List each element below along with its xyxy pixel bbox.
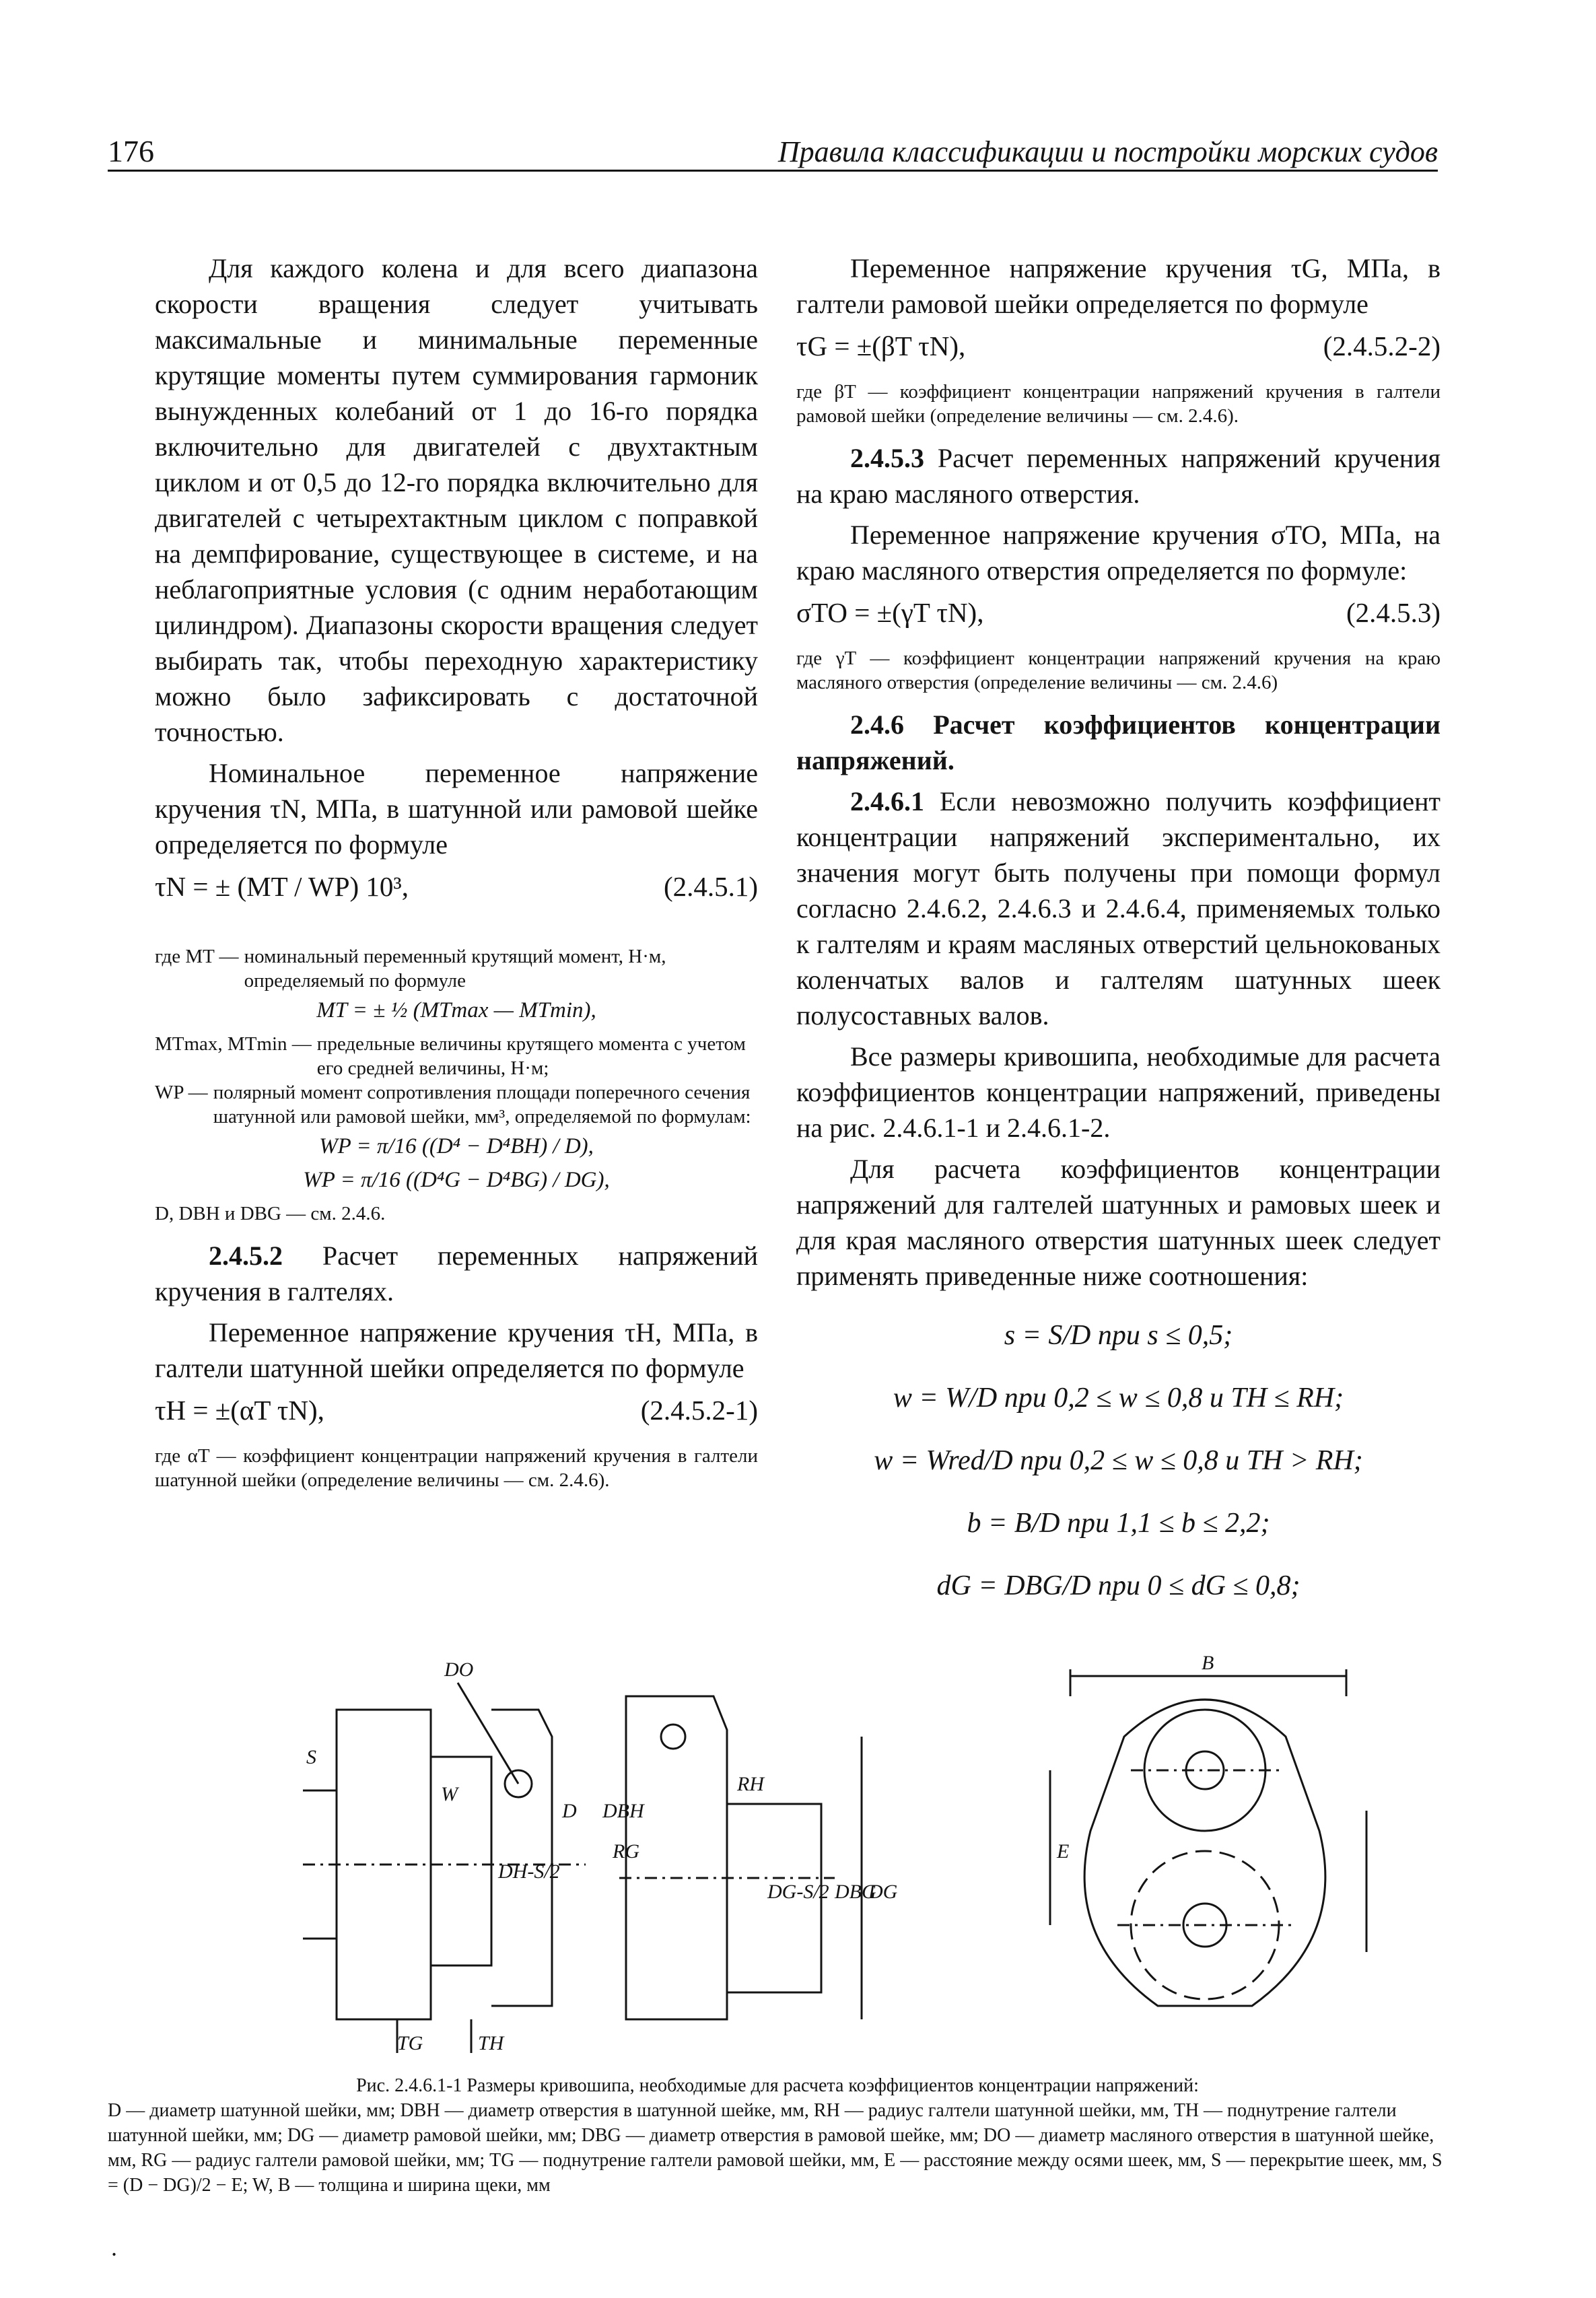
- where-beta: где βT — коэффициент концентрации напряжений кручения в галтели рамовой шейки (определение величины — см. 2.4.6).: [796, 381, 1441, 427]
- where-alpha: где αT — коэффициент концентрации напряжений кручения в галтели шатунной шейки (определение величины — см. 2.4.6).: [155, 1445, 758, 1491]
- formula: [796, 595, 1441, 638]
- label-d: D: [562, 1800, 577, 1822]
- paragraph: Переменное напряжение кручения τG, МПа, в галтели рамовой шейки определяется по формуле: [796, 253, 1441, 319]
- mt-formula: MT = ± ½ (MTmax — MTmin),: [316, 998, 596, 1022]
- section-title: Расчет переменных напряжений кручения в галтелях.: [155, 1241, 759, 1307]
- definition: предельные величины крутящего момента с учетом его средней величины, Н·м;: [316, 1033, 746, 1079]
- left-column: [155, 250, 758, 1504]
- section-heading: 2.4.6 Расчет коэффициентов концентрации напряжений.: [796, 709, 1441, 775]
- label-w: W: [441, 1783, 458, 1805]
- where-block: [155, 944, 758, 1226]
- where-block: [155, 1444, 758, 1492]
- label-rg: RG: [613, 1840, 639, 1862]
- section-number: 2.4.5.2: [209, 1241, 283, 1271]
- crank-dimensions-figure: [296, 1656, 1508, 2066]
- ratio: s = S/D при s ≤ 0,5;: [1004, 1320, 1233, 1351]
- section-number: 2.4.5.3: [850, 443, 924, 473]
- label-e: E: [1057, 1840, 1070, 1862]
- label-do: DO: [444, 1659, 474, 1681]
- label-dg-s-half: DG-S/2: [767, 1881, 829, 1903]
- web-middle: [626, 1696, 727, 2019]
- formula: [155, 1393, 758, 1436]
- formula-number: (2.4.5.1): [663, 871, 758, 902]
- right-column: [796, 250, 1441, 1631]
- symbol: где MT —: [155, 946, 239, 967]
- label-rh: RH: [737, 1773, 764, 1795]
- where-d: D, DBH и DBG — см. 2.4.6.: [155, 1203, 386, 1224]
- paragraph: Все размеры кривошипа, необходимые для расчета коэффициентов концентрации напряжений, приведены на рис. 2.4.6.1-1 и 2.4.6.1-2.: [796, 1041, 1441, 1143]
- wp-formula-1: WP = π/16 ((D⁴ − D⁴BH) / D),: [319, 1134, 594, 1158]
- where-block: [796, 646, 1441, 695]
- formula-body: τG = ±(βT τN),: [796, 330, 966, 361]
- formula: [796, 328, 1441, 372]
- figure-caption: [108, 2073, 1447, 2198]
- label-dbh: DBH: [602, 1800, 644, 1822]
- caption-title: Рис. 2.4.6.1-1 Размеры кривошипа, необходимые для расчета коэффициентов концентрации напряжений:: [356, 2075, 1199, 2096]
- formula-body: τH = ±(αT τN),: [155, 1395, 324, 1426]
- paragraph-text: Если невозможно получить коэффициент концентрации напряжений экспериментально, их значения могут быть получены при помощи формул согласно 2.4.6.2, 2.4.6.3 и 2.4.6.4, применяемых только к галтелям и краям масляных отверстий цельнокованых коленчатых валов и галтелям шатунных шеек полусоставных валов.: [796, 786, 1441, 1031]
- symbol: WP —: [155, 1082, 208, 1103]
- where-block: [796, 380, 1441, 428]
- formula-number: (2.4.5.2-2): [1323, 330, 1441, 361]
- ratio: dG = DBG/D при 0 ≤ dG ≤ 0,8;: [936, 1570, 1300, 1601]
- definition: полярный момент сопротивления площади поперечного сечения шатунной или рамовой шейки, мм³, определяемой по формулам:: [213, 1082, 751, 1127]
- paragraph: Номинальное переменное напряжение кручения τN, МПа, в шатунной или рамовой шейке определяется по формуле: [155, 758, 758, 860]
- ratio: w = W/D при 0,2 ≤ w ≤ 0,8 и TH ≤ RH;: [893, 1383, 1344, 1414]
- where-gamma: где γT — коэффициент концентрации напряжений кручения на краю масляного отверстия (определение величины — см. 2.4.6): [796, 648, 1441, 693]
- label-dbg: DBG: [835, 1881, 876, 1903]
- pin-hole: [661, 1725, 685, 1749]
- where-item: [155, 944, 758, 993]
- page-number: 176: [108, 134, 154, 168]
- section-number: 2.4.6.1: [850, 786, 924, 816]
- wp-formula-2: WP = π/16 ((D⁴G − D⁴BG) / DG),: [303, 1168, 610, 1192]
- footer-mark: .: [111, 2234, 117, 2261]
- web-front-outline: [1084, 1700, 1325, 2006]
- label-s: S: [306, 1746, 316, 1768]
- formula-body: τN = ± (MT / WP) 10³,: [155, 871, 409, 902]
- caption-body: D — диаметр шатунной шейки, мм; DBH — диаметр отверстия в шатунной шейке, мм, RH — радиус галтели шатунной шейки, мм, TH — поднутрение галтели шатунной шейки, мм; DG — диаметр рамовой шейки, мм; DBG — диаметр отверстия в рамовой шейке, мм; DO — диаметр масляного отверстия в шатунной шейке, мм, RG — радиус галтели рамовой шейки, мм; TG — поднутрение галтели рамовой шейки, мм, E — расстояние между осями шеек, мм, S — перекрытие шеек, мм, S = (D − DG)/2 − E; W, B — толщина и ширина щеки, мм: [108, 2100, 1443, 2196]
- label-b: B: [1202, 1656, 1214, 1674]
- definition: номинальный переменный крутящий момент, Н·м, определяемый по формуле: [244, 946, 666, 991]
- paragraph: Для каждого колена и для всего диапазона скорости вращения следует учитывать максимальные и минимальные переменные крутящие моменты путем суммирования гармоник вынужденных колебаний от 1 до 16-го порядка включительно для двигателей с двухтактным циклом и от 0,5 до 12-го порядка включительно для двигателей с четырехтактным циклом с поправкой на демпфирование, существующее в системе, и на неблагоприятные условия (с одним неработающим цилиндром). Диапазоны скорости вращения следует выбирать так, чтобы переходную характеристику можно было зафиксировать с достаточной точностью.: [155, 253, 758, 747]
- label-dh-s-half: DH-S/2: [498, 1860, 560, 1883]
- label-dg: DG: [868, 1881, 898, 1903]
- paragraph: Переменное напряжение кручения σTO, МПа, на краю масляного отверстия определяется по формуле:: [796, 520, 1441, 586]
- section-title: Расчет переменных напряжений кручения на краю масляного отверстия.: [796, 443, 1441, 509]
- section-paragraph: [155, 1238, 758, 1309]
- section-paragraph: [796, 784, 1441, 1033]
- formula: [155, 869, 758, 936]
- ratio: w = Wred/D при 0,2 ≤ w ≤ 0,8 и TH > RH;: [874, 1445, 1363, 1476]
- ratio: b = B/D при 1,1 ≤ b ≤ 2,2;: [967, 1508, 1270, 1539]
- where-item: [155, 1032, 758, 1080]
- running-title: Правила классификации и постройки морских судов: [777, 135, 1438, 168]
- formula-body: σTO = ±(γT τN),: [796, 597, 984, 628]
- formula-number: (2.4.5.3): [1346, 597, 1441, 628]
- crankpin: [431, 1757, 491, 1965]
- where-item: [155, 1080, 758, 1129]
- paragraph: Переменное напряжение кручения τH, МПа, в галтели шатунной шейки определяется по формуле: [155, 1317, 758, 1383]
- label-th: TH: [478, 2032, 504, 2054]
- symbol: MTmax, MTmin —: [155, 1033, 312, 1055]
- header-rule: [108, 170, 1438, 172]
- section-paragraph: [796, 440, 1441, 512]
- label-tg: TG: [397, 2032, 423, 2054]
- formula-number: (2.4.5.2-1): [640, 1395, 758, 1426]
- paragraph: Для расчета коэффициентов концентрации напряжений для галтелей шатунных и рамовых шеек и для края масляного отверстия шатунных шеек следует применять приведенные ниже соотношения:: [796, 1154, 1441, 1291]
